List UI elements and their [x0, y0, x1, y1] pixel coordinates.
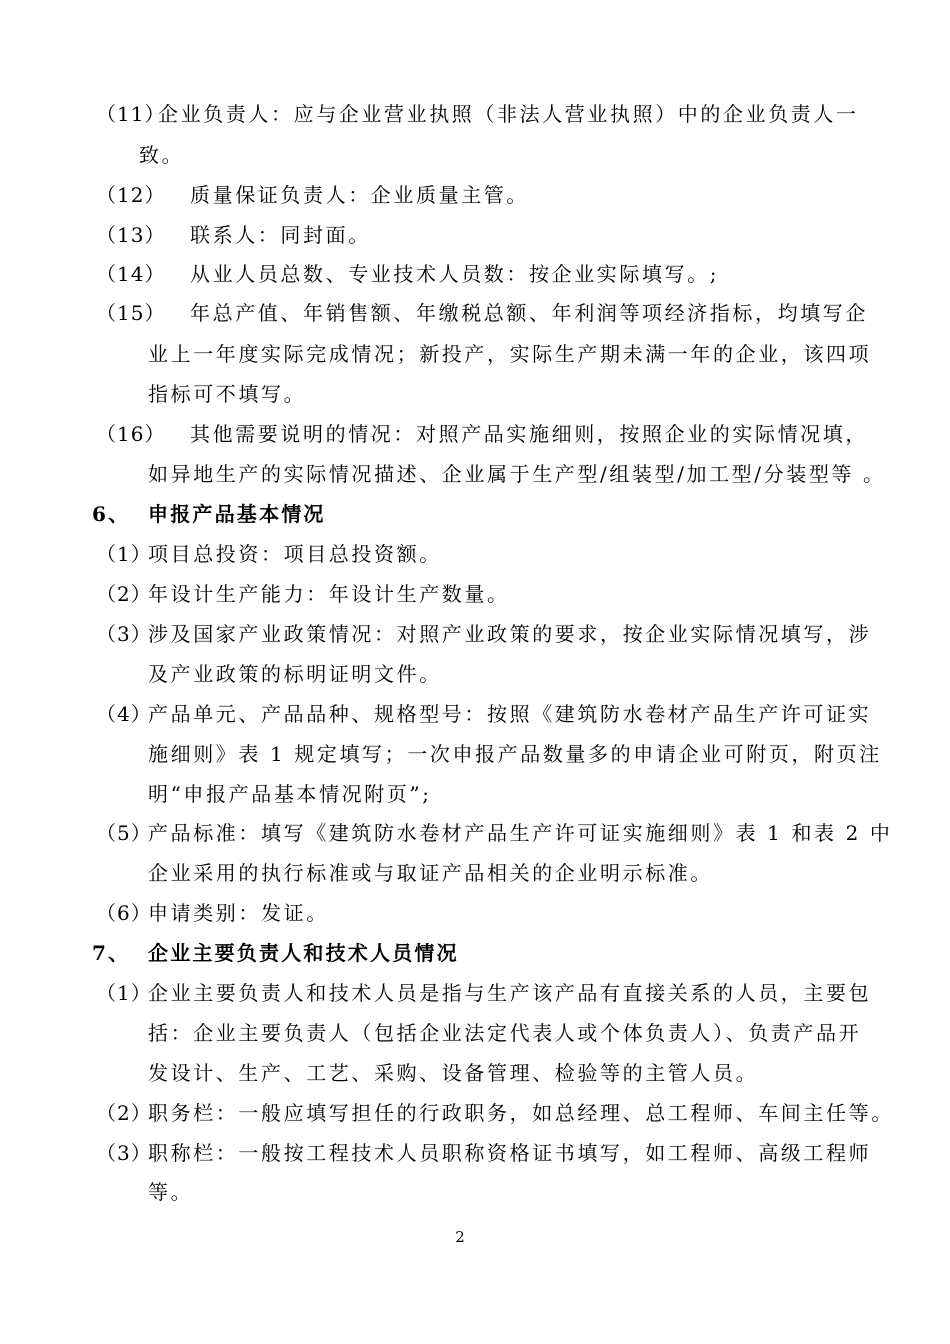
item-text: 施细则》表 1 规定填写；一次申报产品数量多的申请企业可附页，附页注	[148, 742, 882, 766]
item-text: 年总产值、年销售额、年缴税总额、年利润等项经济指标，均填写企	[190, 301, 868, 325]
item-text: 如异地生产的实际情况描述、企业属于生产型/组装型/加工型/分装型等 。	[148, 462, 886, 486]
item-text: 企业主要负责人和技术人员是指与生产该产品有直接关系的人员，主要包	[148, 981, 872, 1005]
item-text: 业上一年度实际完成情况；新投产，实际生产期未满一年的企业，该四项	[148, 342, 872, 366]
item-number: （5）	[96, 821, 152, 845]
item-text: 质量保证负责人：企业质量主管。	[190, 183, 529, 207]
item-text: 产品单元、产品品种、规格型号：按照《建筑防水卷材产品生产许可证实	[148, 702, 872, 726]
item-number: （15）	[96, 301, 166, 325]
item-text: 等。	[148, 1180, 194, 1204]
item-text: 及产业政策的标明证明文件。	[148, 662, 442, 686]
item-number: （16）	[96, 422, 166, 446]
item-text: 职务栏：一般应填写担任的行政职务，如总经理、总工程师、车间主任等。	[148, 1101, 894, 1125]
item-text: 项目总投资：项目总投资额。	[148, 542, 442, 566]
item-text: 发设计、生产、工艺、采购、设备管理、检验等的主管人员。	[148, 1061, 759, 1085]
item-text: 括：企业主要负责人（包括企业法定代表人或个体负责人）、负责产品开	[148, 1021, 862, 1045]
page-number: 2	[455, 1228, 465, 1246]
item-number: （2）	[96, 582, 152, 606]
item-text: 指标可不填写。	[148, 382, 307, 406]
item-text: 企业负责人：应与企业营业执照（非法人营业执照）中的企业负责人一	[158, 102, 859, 126]
item-number: （4）	[96, 702, 152, 726]
item-text: 涉及国家产业政策情况：对照产业政策的要求，按企业实际情况填写，涉	[148, 622, 872, 646]
item-text: 致。	[139, 143, 185, 167]
item-number: （3）	[96, 622, 152, 646]
item-text: 企业采用的执行标准或与取证产品相关的企业明示标准。	[148, 861, 713, 885]
item-text: 年设计生产能力：年设计生产数量。	[148, 582, 510, 606]
item-number: （6）	[96, 901, 152, 925]
section-number: 6、	[92, 502, 131, 526]
item-text: 其他需要说明的情况：对照产品实施细则，按照企业的实际情况填，	[190, 422, 868, 446]
item-text: 联系人：同封面。	[190, 223, 371, 247]
item-text: 产品标准：填写《建筑防水卷材产品生产许可证实施细则》表 1 和表 2 中	[148, 821, 893, 845]
item-number: （12）	[96, 183, 166, 207]
item-number: （13）	[96, 223, 166, 247]
item-text: 职称栏：一般按工程技术人员职称资格证书填写，如工程师、高级工程师	[148, 1141, 872, 1165]
item-number: （1）	[96, 981, 152, 1005]
item-text: 明“申报产品基本情况附页”;	[148, 782, 432, 806]
item-number: （11）	[96, 102, 166, 126]
item-text: 从业人员总数、专业技术人员数：按企业实际填写。;	[190, 262, 720, 286]
section-title: 申报产品基本情况	[148, 502, 326, 526]
item-number: （3）	[96, 1141, 152, 1165]
item-number: （14）	[96, 262, 166, 286]
item-text: 申请类别：发证。	[148, 901, 329, 925]
item-number: （2）	[96, 1101, 152, 1125]
section-number: 7、	[92, 941, 131, 965]
item-number: （1）	[96, 542, 152, 566]
section-title: 企业主要负责人和技术人员情况	[148, 941, 459, 965]
